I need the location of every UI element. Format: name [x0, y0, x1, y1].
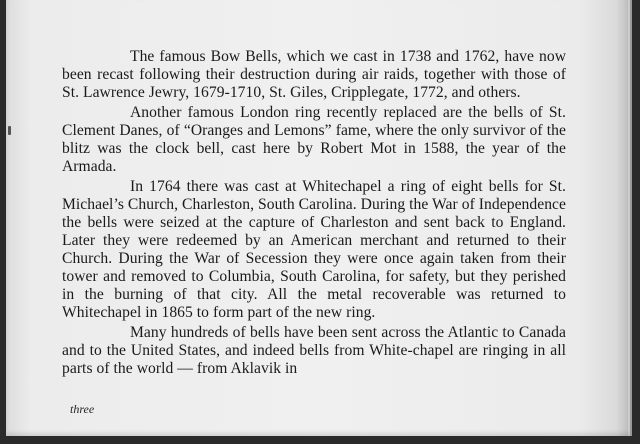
binding-mark: [8, 126, 11, 135]
page-number: three: [70, 402, 95, 416]
paragraph-st-clement-danes: Another famous London ring recently replaced are the bells of St. Clement Danes, of “Oranges and Lemons” fame, where the only survivor of the blitz was the clock bell, cast here by Robert Mot in 1588, the year of the Armada.: [62, 104, 566, 175]
book-page: [6, 0, 632, 436]
body-text: [62, 48, 566, 380]
paragraph-charleston: In 1764 there was cast at Whitechapel a ring of eight bells for St. Michael’s Church, Charleston, South Carolina. During the War of Independence the bells were seized at the capture of Charleston and sent back to England. Later they were redeemed by an American merchant and returned to their Church. During the War of Secession they were once again taken from their tower and removed to Columbia, South Carolina, for safety, but they perished in the burning of that city. All the metal recoverable was returned to Whitechapel in 1865 to form part of the new ring.: [62, 178, 566, 321]
paragraph-bow-bells: The famous Bow Bells, which we cast in 1738 and 1762, have now been recast following their destruction during air raids, together with those of St. Lawrence Jewry, 1679-1710, St. Giles, Cripplegate, 1772, and others.: [62, 48, 566, 101]
page-edge-shadow: [616, 0, 628, 436]
paragraph-atlantic: Many hundreds of bells have been sent across the Atlantic to Canada and to the United States, and indeed bells from White-chapel are ringing in all parts of the world — from Aklavik in: [62, 324, 566, 377]
